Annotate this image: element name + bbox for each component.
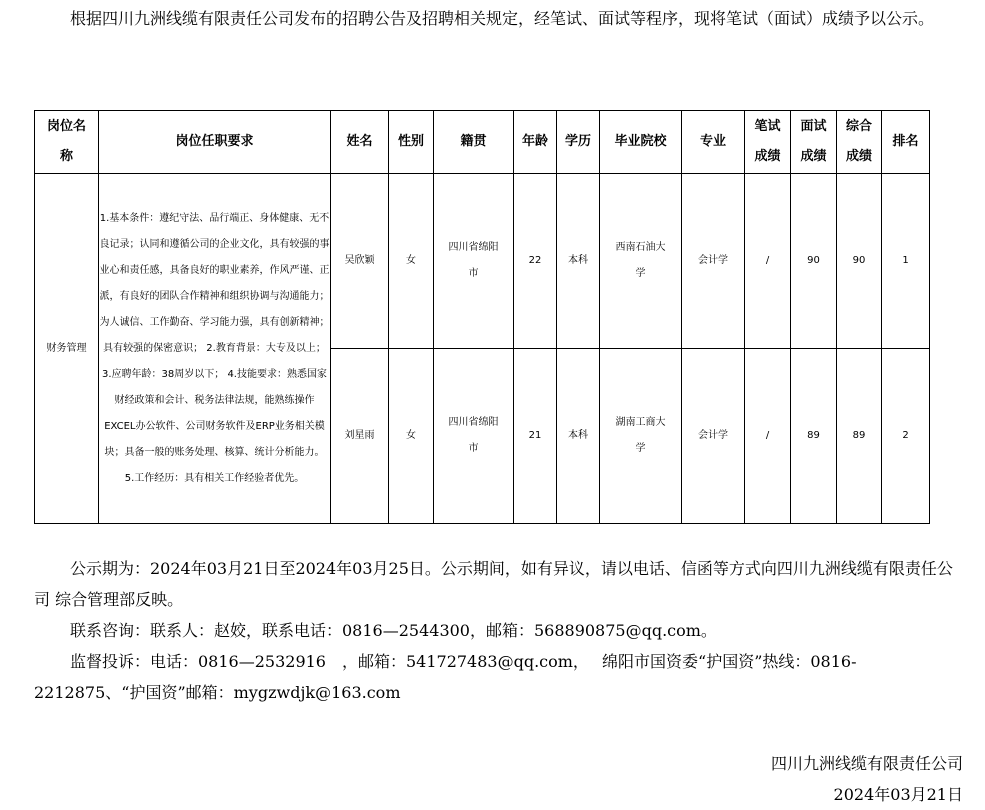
notice-section [34,553,964,708]
position-cell: 财务管理 [35,174,99,524]
notice-supervise: 监督投诉：电话：0816—2532916 ，邮箱：541727483@qq.com， 绵阳市国资委“护国资”热线：0816-2212875、“护国资”邮箱：mygzwdjk@163.com [34,652,857,702]
header-major: 专业 [682,111,745,174]
origin-cell: 四川省绵阳 市 [434,349,514,524]
intro-paragraph: 根据四川九洲线缆有限责任公司发布的招聘公告及招聘相关规定，经笔试、面试等程序，现将笔试（面试）成绩予以公示。 [70,9,935,28]
notice-date: 2024年03月21日 [833,785,963,804]
header-row [35,111,930,174]
rank-cell: 2 [882,349,930,524]
overall-score-cell: 90 [837,174,882,349]
education-cell: 本科 [557,174,600,349]
written-score-cell: / [745,174,791,349]
header-position: 岗位名 称 [35,111,99,174]
origin-cell: 四川省绵阳 市 [434,174,514,349]
major-cell: 会计学 [682,174,745,349]
major-cell: 会计学 [682,349,745,524]
gender-cell: 女 [389,349,434,524]
notice-period: 公示期为：2024年03月21日至2024年03月25日。公示期间，如有异议，请以电话、信函等方式向四川九洲线缆有限责任公司 综合管理部反映。 [34,559,953,609]
company-name: 四川九洲线缆有限责任公司 [770,754,963,773]
interview-score-cell: 90 [791,174,837,349]
name-cell: 吴欣颖 [331,174,389,349]
header-education: 学历 [557,111,600,174]
interview-score-cell: 89 [791,349,837,524]
gender-cell: 女 [389,174,434,349]
school-cell: 湖南工商大 学 [600,349,682,524]
table-row [35,174,930,349]
rank-cell: 1 [882,174,930,349]
age-cell: 22 [514,174,557,349]
header-requirements: 岗位任职要求 [99,111,331,174]
results-table [34,110,930,524]
requirements-cell: 1.基本条件：遵纪守法、品行端正、身体健康、无不良记录；认同和遵循公司的企业文化，具有较强的事业心和责任感，具备良好的职业素养，作风严谨、正派，有良好的团队合作精神和组织协调与沟通能力；为人诚信、工作勤奋、学习能力强，具有创新精神；具有较强的保密意识； 2.教育背景：大专及以上； 3.应聘年龄：38周岁以下； 4.技能要求：熟悉国家财经政策和会计、税务法律法规，能熟练操作EXCEL办公软件、公司财务软件及ERP业务相关模块；具备一般的账务处理、核算、统计分析能力。 5.工作经历：具有相关工作经验者优先。 [99,174,331,524]
header-origin: 籍贯 [434,111,514,174]
header-gender: 性别 [389,111,434,174]
header-written: 笔试 成绩 [745,111,791,174]
name-cell: 刘星雨 [331,349,389,524]
education-cell: 本科 [557,349,600,524]
school-cell: 西南石油大 学 [600,174,682,349]
header-school: 毕业院校 [600,111,682,174]
header-rank: 排名 [882,111,930,174]
written-score-cell: / [745,349,791,524]
header-interview: 面试 成绩 [791,111,837,174]
notice-contact: 联系咨询：联系人：赵姣，联系电话：0816—2544300，邮箱：568890875@qq.com。 [70,621,717,640]
signature-block [771,748,963,810]
overall-score-cell: 89 [837,349,882,524]
header-overall: 综合 成绩 [837,111,882,174]
header-name: 姓名 [331,111,389,174]
header-age: 年龄 [514,111,557,174]
age-cell: 21 [514,349,557,524]
